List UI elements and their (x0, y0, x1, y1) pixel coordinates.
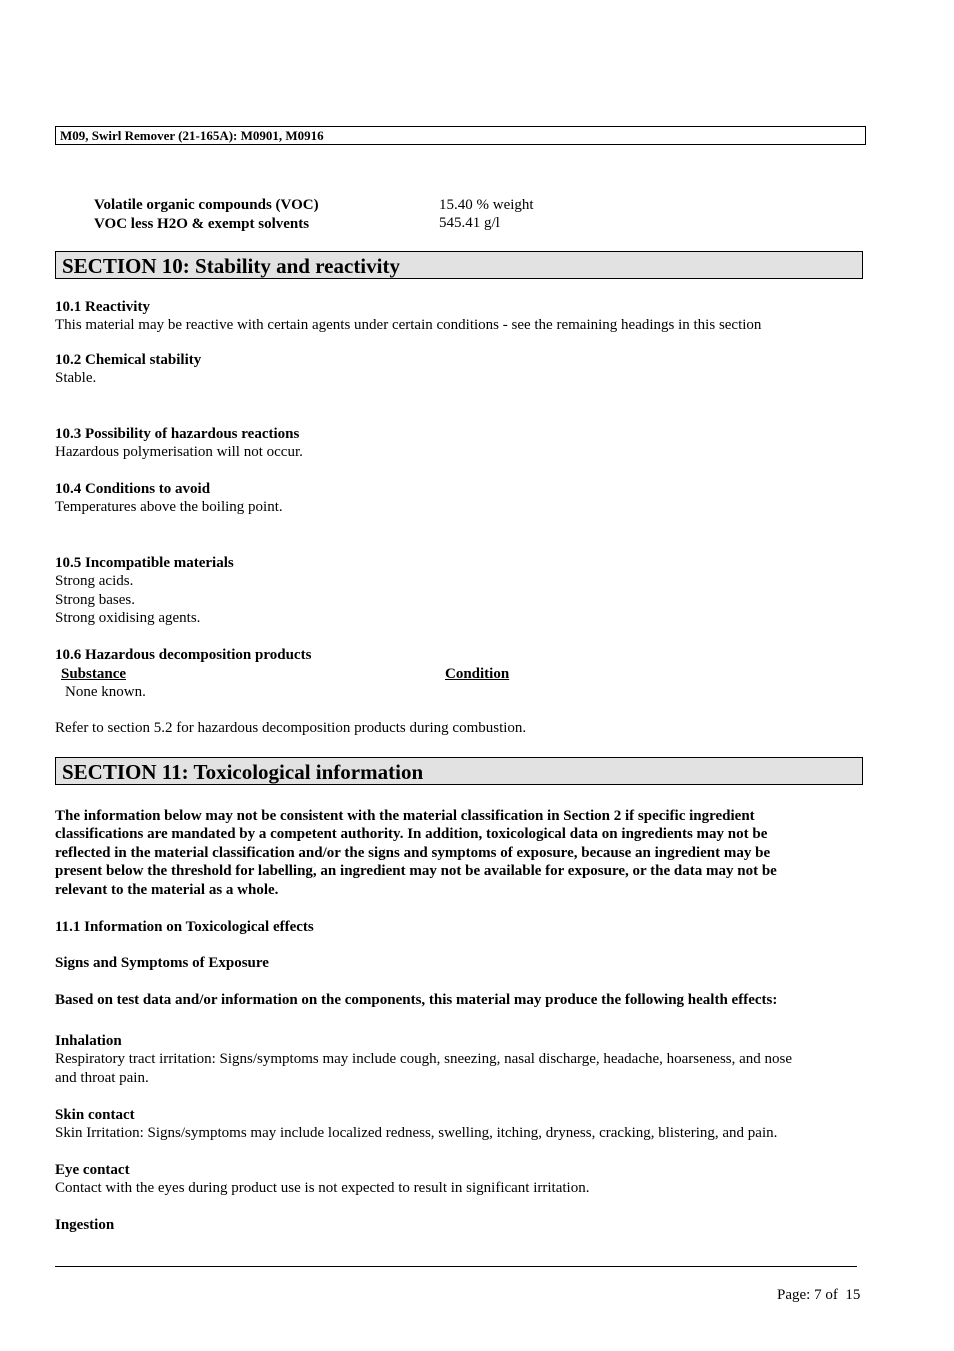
intro-line: The information below may not be consistent with the material classification in Section 2 if specific ingredient (55, 808, 755, 824)
section-10-title: SECTION 10: Stability and reactivity (62, 254, 400, 278)
decomposition-heading: 10.6 Hazardous decomposition products (55, 647, 312, 663)
ingestion-heading: Ingestion (55, 1217, 115, 1233)
health-effects-statement: Based on test data and/or information on the components, this material may produce the following health effects: (55, 992, 778, 1008)
intro-line: reflected in the material classification and/or the signs and symptoms of exposure, because an ingredient may be (55, 845, 771, 861)
document-header (55, 126, 866, 145)
voc-value: 15.40 % weight (439, 197, 534, 213)
eye-contact-heading: Eye contact (55, 1162, 130, 1178)
section-11-title: SECTION 11: Toxicological information (62, 760, 424, 784)
decomposition-value: None known. (65, 684, 146, 700)
footer-divider (55, 1266, 857, 1267)
inhalation-text: Respiratory tract irritation: Signs/symptoms may include cough, sneezing, nasal discharge, headache, hoarseness, and nose (55, 1051, 793, 1067)
voc-exempt-label: VOC less H2O & exempt solvents (94, 216, 310, 232)
inhalation-heading: Inhalation (55, 1033, 122, 1049)
eye-contact-text: Contact with the eyes during product use is not expected to result in significant irritation. (55, 1180, 590, 1196)
reactivity-text: This material may be reactive with certain agents under certain conditions - see the remaining headings in this section (55, 317, 762, 333)
reactivity-heading: 10.1 Reactivity (55, 299, 150, 315)
chemical-stability-heading: 10.2 Chemical stability (55, 352, 202, 368)
section-10-header (55, 251, 863, 279)
voc-label: Volatile organic compounds (VOC) (94, 197, 319, 213)
substance-column-header: Substance (61, 666, 127, 682)
inhalation-text-continued: and throat pain. (55, 1070, 149, 1086)
voc-exempt-value: 545.41 g/l (439, 215, 500, 231)
document-header-title: M09, Swirl Remover (21-165A): M0901, M0916 (60, 128, 324, 143)
chemical-stability-text: Stable. (55, 370, 97, 386)
hazardous-reactions-heading: 10.3 Possibility of hazardous reactions (55, 426, 300, 442)
incompatible-item: Strong bases. (55, 592, 135, 608)
decomposition-note: Refer to section 5.2 for hazardous decomposition products during combustion. (55, 720, 527, 736)
condition-column-header: Condition (445, 666, 510, 682)
hazardous-reactions-text: Hazardous polymerisation will not occur. (55, 444, 303, 460)
signs-symptoms-heading: Signs and Symptoms of Exposure (55, 955, 269, 971)
conditions-to-avoid-text: Temperatures above the boiling point. (55, 499, 283, 515)
page-number: Page: 7 of 15 (777, 1287, 861, 1303)
conditions-to-avoid-heading: 10.4 Conditions to avoid (55, 481, 211, 497)
skin-contact-heading: Skin contact (55, 1107, 135, 1123)
section-11-header (55, 757, 863, 785)
skin-contact-text: Skin Irritation: Signs/symptoms may include localized redness, swelling, itching, dryness, cracking, blistering, and pain. (55, 1125, 778, 1141)
incompatible-item: Strong oxidising agents. (55, 610, 201, 626)
incompatible-item: Strong acids. (55, 573, 134, 589)
intro-line: relevant to the material as a whole. (55, 882, 279, 898)
intro-line: classifications are mandated by a competent authority. In addition, toxicological data on ingredients may not be (55, 826, 768, 842)
incompatible-materials-heading: 10.5 Incompatible materials (55, 555, 234, 571)
toxicological-effects-heading: 11.1 Information on Toxicological effects (55, 919, 314, 935)
intro-line: present below the threshold for labelling, an ingredient may not be available for exposure, or the data may not be (55, 863, 777, 879)
